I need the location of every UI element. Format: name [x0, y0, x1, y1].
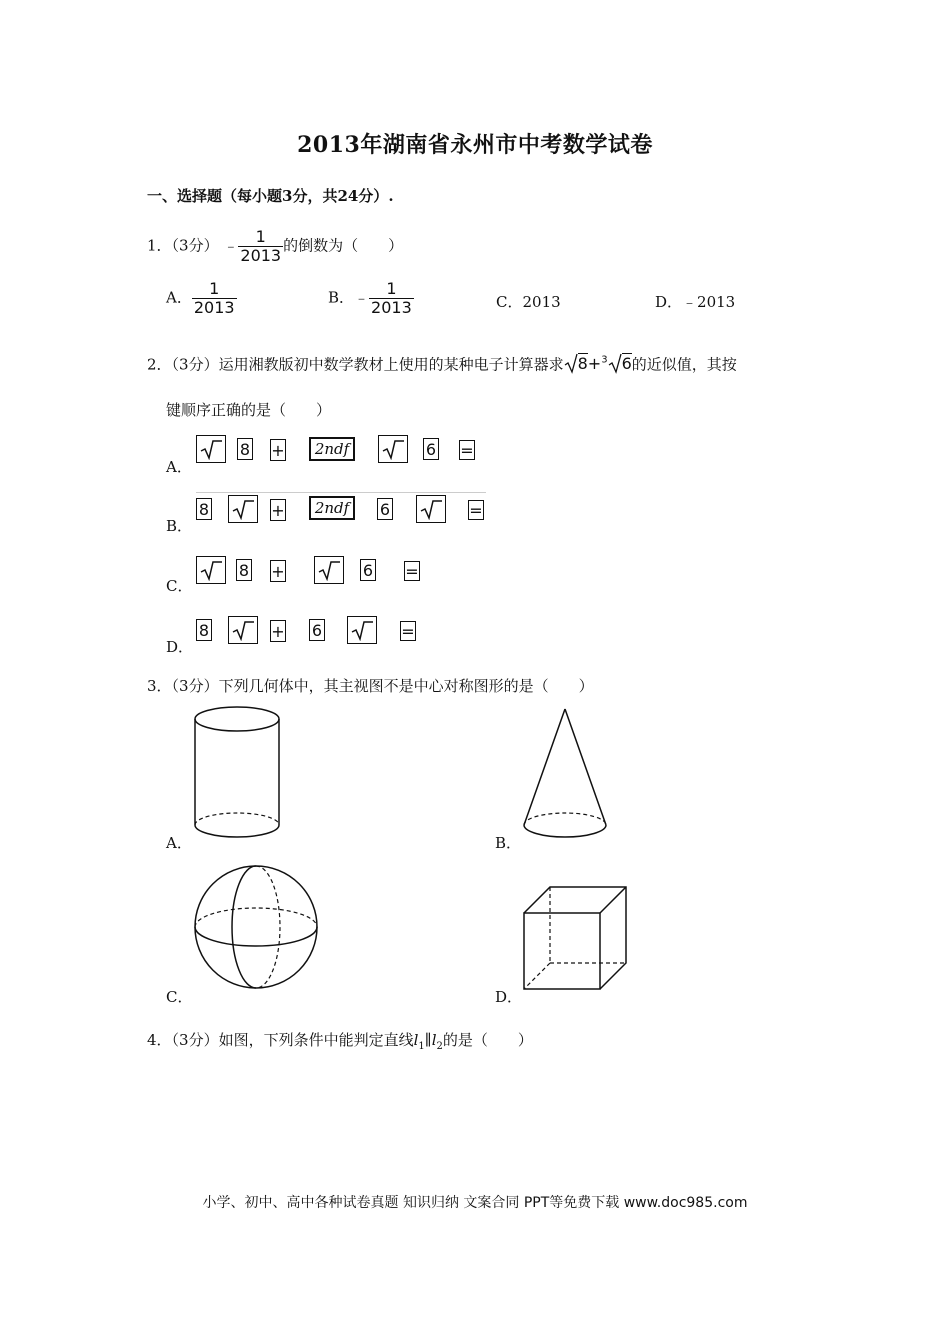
q2-option-c-label: C．	[166, 577, 193, 595]
cylinder-figure	[190, 705, 286, 845]
q1-fraction	[238, 228, 283, 265]
q1-option-b-num: 1	[386, 279, 397, 298]
q4-sub-1: 1	[418, 1041, 425, 1052]
q2-text: 2．（3分）运用湘教版初中数学教材上使用的某种电子计算器求	[147, 355, 564, 374]
cube-figure	[520, 884, 632, 996]
q1-option-b-den: 2013	[371, 298, 412, 317]
q4-text: 4．（3分）如图，下列条件中能判定直线	[147, 1031, 414, 1049]
q2-root-index: 3	[601, 355, 608, 366]
sqrt-key-icon	[230, 619, 256, 641]
question-4	[147, 1029, 533, 1058]
q4-suffix: 的是（ ）	[442, 1031, 533, 1049]
key-equals: =	[401, 621, 415, 641]
key-sqrt	[314, 556, 344, 584]
key-sqrt	[416, 495, 446, 523]
q1-option-b-label: B．	[328, 288, 355, 307]
sqrt-key-icon	[418, 498, 444, 520]
sqrt-key-icon	[380, 438, 406, 460]
key-equals: =	[405, 561, 419, 581]
key-equals: =	[469, 500, 483, 520]
q1-option-a-label: A．	[166, 288, 192, 307]
sqrt-key-icon	[198, 559, 224, 581]
q2-option-b-label: B．	[166, 517, 193, 535]
key-2ndf: 2ndf	[309, 437, 355, 461]
key-6: 6	[377, 498, 393, 520]
q2-sqrt-arg: 8	[577, 354, 588, 374]
key-sqrt	[228, 616, 258, 644]
q3-option-b-label: B．	[495, 834, 522, 852]
key-sqrt	[196, 435, 226, 463]
q3-option-a-label: A．	[166, 834, 192, 852]
q1-option-d: D．﹣2013	[655, 293, 736, 311]
q2-text-end: 的近似值，其按	[631, 355, 737, 374]
q4-line-l1: l	[413, 1031, 419, 1049]
q1-neg: ﹣	[223, 236, 239, 255]
q1-option-b-fraction	[369, 280, 414, 317]
cone-figure	[518, 705, 613, 845]
sqrt-key-icon	[316, 559, 342, 581]
question-3: 3．（3分）下列几何体中，其主视图不是中心对称图形的是（ ）	[147, 677, 594, 695]
q4-sub-2: 2	[436, 1041, 443, 1052]
sqrt-key-icon	[198, 438, 224, 460]
footer-note: 小学、初中、高中各种试卷真题 知识归纳 文案合同 PPT等免费下载 www.doc985.com	[202, 1195, 748, 1211]
q1-option-a	[166, 280, 237, 317]
q1-option-a-fraction	[192, 280, 237, 317]
key-6: 6	[360, 559, 376, 581]
key-sqrt	[196, 556, 226, 584]
q3-option-d-label: D．	[495, 988, 523, 1006]
q2-expression	[564, 354, 632, 373]
q1-den: 2013	[240, 246, 282, 265]
q2-root-arg: 6	[621, 354, 632, 374]
question-2-line-1	[147, 350, 737, 375]
q1-option-c: C．2013	[496, 293, 561, 311]
q3-option-c-label: C．	[166, 988, 193, 1006]
key-sqrt	[378, 435, 408, 463]
key-plus: +	[271, 561, 285, 581]
q2-option-d-label: D．	[166, 638, 194, 656]
key-8: 8	[237, 438, 253, 460]
q1-option-a-den: 2013	[193, 298, 235, 317]
key-sqrt	[347, 616, 377, 644]
q1-option-b	[328, 280, 414, 317]
q4-parallel-symbol: ∥	[424, 1031, 432, 1049]
divider	[196, 492, 486, 493]
q2-plus: +	[587, 354, 602, 374]
question-1	[147, 228, 403, 265]
q1-option-a-num: 1	[209, 279, 220, 298]
key-plus: +	[271, 440, 285, 460]
q1-option-b-neg: ﹣	[354, 288, 370, 307]
q1-suffix: 的倒数为（ ）	[283, 236, 404, 255]
sqrt-key-icon	[349, 619, 375, 641]
key-6: 6	[423, 438, 439, 460]
key-plus: +	[271, 621, 285, 641]
key-6: 6	[309, 619, 325, 641]
q2-option-a-label: A．	[166, 458, 192, 476]
sqrt-key-icon	[230, 498, 256, 520]
q1-prefix: 1．（3分）	[147, 236, 219, 255]
page-title: 2013年湖南省永州市中考数学试卷	[297, 132, 653, 158]
key-sqrt	[228, 495, 258, 523]
sqrt-symbol-icon	[564, 352, 578, 374]
q1-num: 1	[255, 227, 266, 246]
key-2ndf: 2ndf	[309, 496, 355, 520]
key-8: 8	[196, 619, 212, 641]
sphere-figure	[190, 862, 324, 994]
key-8: 8	[196, 498, 212, 520]
key-8: 8	[236, 559, 252, 581]
key-equals: =	[460, 440, 474, 460]
q4-line-l2: l	[431, 1031, 437, 1049]
key-plus: +	[271, 500, 285, 520]
question-2-line-2: 键顺序正确的是（ ）	[166, 401, 332, 419]
section-heading: 一、选择题（每小题3分，共24分）.	[147, 187, 394, 205]
cube-root-symbol-icon	[608, 352, 622, 374]
